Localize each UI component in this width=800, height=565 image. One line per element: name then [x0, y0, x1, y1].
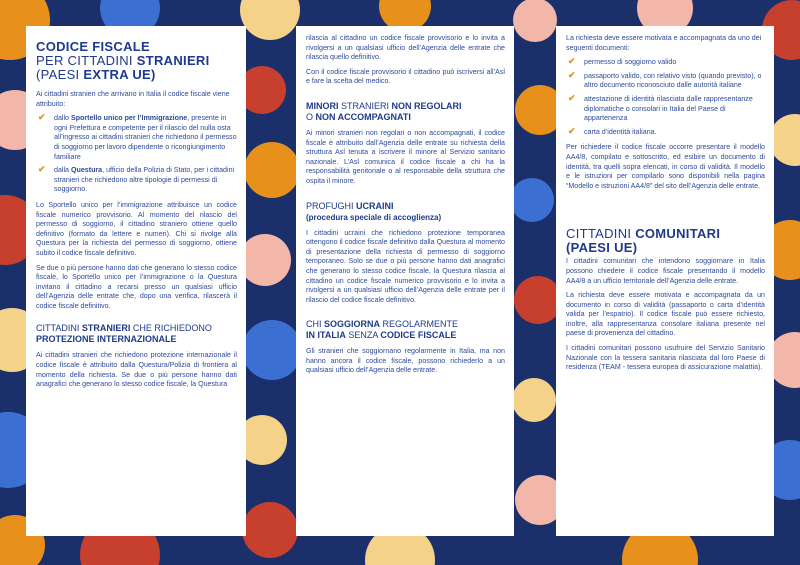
paragraph: I cittadini comunitari possono usufruire del Servizio Sanitario Nazionale con la tessera sanitaria rilasciata dal loro Paese di residenza (TEAM - tessera europea di assicurazione malattia). [566, 344, 765, 372]
title-line-3b: EXTRA UE) [83, 67, 156, 82]
paragraph: rilascia al cittadino un codice fiscale provvisorio e lo invita a rivolgersi a un qualsiasi ufficio dell’Agenzia delle entrate che rilascia quello definitivo. [306, 34, 505, 62]
list-item: ✔ passaporto valido, con relativo visto (quando previsto), o altro documento riconosciuto dalle autorità italiane [568, 69, 762, 90]
paragraph: Con il codice fiscale provvisorio il cittadino può iscriversi all’Asl e fare la scelta del medico. [306, 67, 505, 86]
check-icon: ✔ [38, 112, 46, 123]
heading-profughi-ucraini: PROFUGHI UCRAINI (procedura speciale di accoglienza) [306, 200, 442, 222]
heading-protezione-internazionale: CITTADINI STRANIERI CHE RICHIEDONO PROTEZIONE INTERNAZIONALE [36, 323, 212, 345]
title-line-3a: (PAESI [36, 67, 84, 82]
list-item: ✔ dallo Sportello unico per l’Immigrazione, presente in ogni Prefettura e competente per il rilascio del nulla osta all’ingresso ai cittadini stranieri che richiedono il permesso di soggiorno per lavoro dipendente o ricongiungimento familiare [38, 112, 237, 161]
check-icon: ✔ [568, 125, 576, 136]
intro-text: La richiesta deve essere motivata e accompagnata da uno dei seguenti documenti: [566, 34, 762, 52]
documents-list [566, 58, 765, 137]
title-line-1: CODICE FISCALE [36, 39, 150, 54]
paragraph: La richiesta deve essere motivata e accompagnata da un documento in corso di validità (passaporto o carta d’identità valida per l’espatrio). Il codice fiscale può essere richiesto, inoltre, alla rappresentanza consolare italiana presente nel paese di provenienza del cittadino. [566, 291, 765, 338]
paragraph: Ai minori stranieri non regolari o non accompagnati, il codice fiscale è attribuito dall’Agenzia delle entrate su richiesta della struttura Asl tenuta a iscrivere il minore al Servizio sanitario nazionale. L’Asl comunica il codice fiscale a chi ha la responsabilità genitoriale o al responsabile della struttura che ospita il minore. [306, 128, 505, 185]
paragraph: I cittadini ucraini che richiedono protezione temporanea ottengono il codice fiscale definitivo dalla Questura al momento di presentazione della richiesta di permesso di soggiorno temporaneo. Solo se due o più persone hanno dati anagrafici che generano lo stesso codice fiscale, la Questura rilascia al cittadino un codice fiscale numerico provvisorio e lo invita a rivolgersi a un qualsiasi ufficio dell’Agenzia delle entrate per il rilascio del codice fiscale definitivo. [306, 228, 505, 304]
list-item: ✔ carta d’identità italiana. [568, 125, 657, 136]
list-item: ✔ attestazione di identità rilasciata dalle rappresentanze diplomatiche o consolari in Italia del Paese di appartenenza [568, 92, 753, 123]
check-icon: ✔ [568, 69, 576, 80]
check-icon: ✔ [568, 56, 576, 67]
heading-chi-soggiorna: CHI SOGGIORNA REGOLARMENTE IN ITALIA SENZA CODICE FISCALE [306, 319, 459, 341]
check-icon: ✔ [568, 92, 576, 103]
paragraph: Lo Sportello unico per l’immigrazione attribuisce un codice fiscale numerico provvisorio. Al momento del rilascio del permesso di soggiorno, il cittadino straniero ottiene quello definitivo (formato da lettere e numeri). Chi si rivolge alla Questura per la richiesta del permesso di soggiorno, ottiene subito il codice fiscale definitivo. [36, 200, 237, 257]
list-item: ✔ dalla Questura, ufficio della Polizia di Stato, per i cittadini stranieri che richiedono altre tipologie di permessi di soggiorno. [38, 164, 235, 194]
paragraph: Per richiedere il codice fiscale occorre presentare il modello AA4/8, compilato e sottoscritto, ed esibire un documento di identità, tra quelli sopra elencati, in corso di validità. Il modello e le istruzioni per compilarlo sono disponibili nella pagina “Modello e istruzioni AA4/8” del sito dell’Agenzia delle entrate. [566, 143, 765, 190]
title-line-2b: STRANIERI [136, 53, 210, 68]
attribution-list [36, 114, 237, 195]
column-2-panel [296, 26, 514, 536]
heading-cittadini-comunitari: CITTADINI COMUNITARI (PAESI UE) [566, 226, 721, 256]
intro-text: Ai cittadini stranieri che arrivano in Italia il codice fiscale viene attribuito: [36, 90, 230, 108]
paragraph: Gli stranieri che soggiornano regolarmente in Italia, ma non hanno ancora il codice fiscale, possono richiederlo a un qualsiasi ufficio dell’Agenzia delle entrate. [306, 347, 505, 375]
title-line-2a: PER CITTADINI [36, 53, 137, 68]
title-codice-fiscale [36, 40, 237, 82]
check-icon: ✔ [38, 164, 46, 175]
paragraph: Se due o più persone hanno dati che generano lo stesso codice fiscale, lo Sportello unico per l’immigrazione o la Questura invitano il cittadino a recarsi presso un qualsiasi ufficio dell’Agenzia delle entrate che, dopo una verifica, rilascerà il codice fiscale definitivo. [36, 263, 237, 310]
heading-minori-stranieri: MINORI STRANIERI NON REGOLARI O NON ACCOMPAGNATI [306, 100, 462, 122]
list-item: ✔ permesso di soggiorno valido [568, 56, 677, 67]
column-3-panel [556, 26, 774, 536]
column-1-panel [26, 26, 246, 536]
paragraph: Ai cittadini stranieri che richiedono protezione internazionale il codice fiscale è attribuito dalla Questura/Polizia di frontiera al momento della richiesta. Se due o più persone hanno dati anagrafici che generano lo stesso codice fiscale, la Questura [36, 351, 237, 389]
paragraph: I cittadini comunitari che intendono soggiornare in Italia possono chiedere il codice fiscale presentando il modello AA4/8 a un ufficio territoriale dell’Agenzia delle entrate. [566, 257, 765, 285]
